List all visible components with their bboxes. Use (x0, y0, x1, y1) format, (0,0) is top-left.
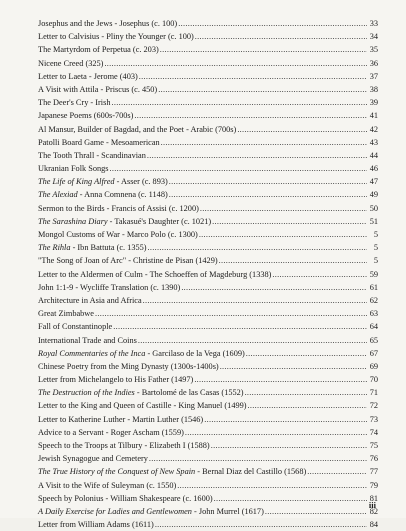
toc-entry-page: 71 (369, 388, 378, 398)
toc-entry-page: 47 (369, 177, 378, 187)
dot-leader (178, 17, 367, 30)
toc-entry (38, 334, 378, 347)
dot-leader (169, 175, 367, 188)
dot-leader (204, 413, 367, 426)
toc-entry-title (38, 347, 245, 360)
toc-entry (38, 70, 378, 83)
toc-entry-work: International Trade and Coins (38, 335, 137, 345)
toc-entry-author: - King Manuel (1499) (171, 401, 247, 411)
toc-entry-author: (1497) (169, 375, 194, 385)
toc-entry-author: (c. 203) (130, 45, 159, 55)
toc-entry-work: Chinese Poetry from the Ming Dynasty (38, 361, 169, 371)
toc-entry-work: Speech to the Troops at Tilbury (38, 441, 143, 450)
dot-leader (177, 479, 367, 492)
toc-entry-work: Advice to a Servant (38, 427, 104, 437)
dot-leader (138, 334, 367, 347)
toc-entry-author: - William Shakespeare (c. 1600) (103, 493, 213, 503)
toc-entry (38, 241, 378, 254)
toc-entry-author: - Anna Comnena (c. 1148) (77, 190, 168, 200)
toc-entry (38, 294, 378, 307)
toc-entry-title (38, 70, 138, 83)
dot-leader (160, 43, 367, 56)
toc-entry-page: 81 (369, 493, 378, 503)
toc-entry (38, 281, 378, 294)
toc-entry-author: (600s-700s) (91, 111, 134, 121)
toc-entry (38, 479, 378, 492)
toc-entry (38, 492, 378, 505)
toc-entry-page: 79 (369, 480, 378, 490)
toc-entry (38, 518, 378, 531)
toc-entry-work: The Sarashina Diary (38, 216, 108, 226)
dot-leader (147, 149, 367, 162)
toc-entry-work: Letter to Katherine Luther (38, 414, 126, 424)
toc-entry-author: - Pliny the Younger (c. 100) (99, 32, 194, 42)
dot-leader (219, 254, 367, 267)
toc-entry-work: John 1:1-9 (38, 282, 74, 292)
dot-leader (155, 518, 367, 531)
toc-entry-work: A Visit with Attila (38, 84, 99, 94)
dot-leader (158, 83, 367, 96)
toc-entry-work: Letter to Calvisius (38, 32, 100, 42)
dot-leader (95, 307, 367, 320)
toc-entry (38, 149, 378, 162)
toc-entry-title (38, 175, 168, 188)
toc-entry-work: Letter to the King and Queen of Castille (38, 401, 172, 411)
toc-entry-work: Letter from Michelangelo to His Father (38, 375, 170, 385)
toc-entry-page: 5 (373, 243, 378, 253)
toc-entry-title (38, 202, 199, 215)
toc-entry-page: 49 (369, 190, 378, 200)
dot-leader (185, 426, 367, 439)
dot-leader (139, 70, 367, 83)
toc-entry-author: - Marco Polo (c. 1300) (119, 230, 198, 239)
toc-entry-page: 34 (369, 32, 378, 42)
toc-entry-title (38, 465, 306, 478)
toc-entry-title (38, 149, 146, 162)
toc-entry-title (38, 334, 137, 347)
dot-leader (143, 294, 367, 307)
toc-entry (38, 57, 378, 70)
table-of-contents (38, 17, 378, 531)
toc-entry-title (38, 281, 180, 294)
toc-entry-author: - The Schoeffen of Magdeburg (1338) (142, 269, 272, 279)
toc-entry-author: (325) (83, 58, 104, 68)
toc-entry (38, 426, 378, 439)
toc-entry-title (38, 479, 176, 492)
toc-entry-work: Fall of Constantinople (38, 322, 113, 332)
dot-leader (161, 136, 367, 149)
toc-entry-author: - Bartolomé de las Casas (1552) (134, 388, 244, 398)
toc-entry (38, 386, 378, 399)
toc-entry-work: Jewish Synagogue and Cemetery (38, 454, 148, 464)
toc-entry-author: - Wycliffe Translation (c. 1390) (73, 282, 181, 292)
toc-entry-title (38, 360, 219, 373)
toc-entry-work: "The Song of Joan of Arc" (38, 256, 127, 266)
toc-entry-work: Letter to the Aldermen of Culm (38, 269, 143, 279)
toc-entry (38, 228, 378, 241)
toc-entry-author: (c. 1550) (144, 480, 177, 490)
toc-entry-author: - Elizabeth I (1588) (142, 441, 210, 450)
toc-entry-title (38, 43, 159, 56)
toc-entry-page: 5 (373, 256, 378, 266)
toc-entry-page: 70 (369, 375, 378, 385)
toc-entry (38, 320, 378, 333)
dot-leader (148, 241, 367, 254)
toc-entry-page: 39 (369, 98, 378, 108)
toc-entry (38, 465, 378, 478)
toc-entry-title (38, 188, 168, 201)
toc-entry-title (38, 307, 94, 320)
toc-entry-author: - Garcilaso de la Vega (1609) (145, 348, 245, 358)
toc-entry-title (38, 426, 184, 439)
toc-entry-page: 61 (369, 282, 378, 292)
toc-entry-work: A Visit to the Wife of Suleyman (38, 480, 145, 490)
toc-entry-work: Speech by Polonius (38, 493, 104, 503)
toc-entry-page: 59 (369, 269, 378, 279)
dot-leader (248, 399, 367, 412)
toc-entry-work: Great Zimbabwe (38, 309, 94, 319)
toc-entry-author: - Roger Ascham (1559) (103, 427, 184, 437)
toc-entry-title (38, 109, 133, 122)
toc-entry-work: Mongol Customs of War (38, 230, 120, 239)
toc-entry-author: - Francis of Assisi (c. 1200) (104, 203, 199, 213)
toc-entry-title (38, 373, 193, 386)
dot-leader (307, 465, 367, 478)
toc-entry-page: 62 (369, 295, 378, 305)
dot-leader (134, 109, 367, 122)
toc-entry-page: 36 (369, 58, 378, 68)
toc-entry-author: - Arabic (700s) (184, 124, 237, 134)
dot-leader (169, 188, 367, 201)
toc-entry-author: - Mesoamerican (103, 137, 160, 147)
toc-entry (38, 162, 378, 175)
toc-entry (38, 123, 378, 136)
toc-entry-title (38, 320, 112, 333)
toc-entry-title (38, 57, 103, 70)
toc-entry-title (38, 399, 247, 412)
toc-entry (38, 17, 378, 30)
toc-entry-title (38, 268, 271, 281)
toc-entry-page: 33 (369, 19, 378, 28)
toc-entry-page: 75 (369, 441, 378, 450)
toc-entry-author: - Ibn Battuta (c. 1355) (70, 243, 147, 253)
dot-leader (237, 123, 367, 136)
toc-entry-page: 37 (369, 71, 378, 81)
toc-entry-page: 69 (369, 361, 378, 371)
toc-entry-page: 64 (369, 322, 378, 332)
toc-entry (38, 452, 378, 465)
dot-leader (110, 162, 367, 175)
toc-entry (38, 373, 378, 386)
toc-entry (38, 83, 378, 96)
toc-entry-title (38, 413, 203, 426)
toc-entry-page: 46 (369, 164, 378, 174)
toc-entry-author: - Bernal Diaz del Castillo (1568) (195, 467, 307, 477)
toc-entry-author: - Priscus (c. 450) (98, 84, 158, 94)
toc-entry-author: - Irish (88, 98, 111, 108)
toc-entry-work: The True History of the Conquest of New Spain (38, 467, 196, 477)
toc-entry-title (38, 505, 264, 518)
dot-leader (149, 452, 367, 465)
toc-entry-author: - Takasué's Daughter (c. 1021) (107, 216, 212, 226)
toc-entry-author: - Jerome (403) (86, 71, 138, 81)
toc-entry-author: - Asser (c. 893) (114, 177, 168, 187)
toc-entry-work: The Life of King Alfred (38, 177, 115, 187)
toc-entry-title (38, 518, 154, 531)
toc-entry-page: 44 (369, 150, 378, 160)
toc-entry-page: 43 (369, 137, 378, 147)
toc-entry-author: (1300s-1400s) (168, 361, 219, 371)
toc-entry-work: Japanese Poems (38, 111, 92, 121)
dot-leader (195, 30, 367, 43)
toc-entry-title (38, 228, 198, 241)
toc-entry-title (38, 492, 213, 505)
toc-entry-page: 73 (369, 414, 378, 424)
toc-entry-work: The Rihla (38, 243, 71, 253)
dot-leader (199, 228, 367, 241)
toc-entry-page: 82 (369, 506, 378, 516)
toc-entry-title (38, 215, 211, 228)
toc-entry-page: 63 (369, 309, 378, 319)
toc-entry-work: Al Mansur, Builder of Bagdad, and the Poet (38, 124, 184, 134)
dot-leader (104, 57, 367, 70)
toc-entry-page: 67 (369, 348, 378, 358)
toc-entry-title (38, 17, 177, 30)
dot-leader (181, 281, 367, 294)
toc-entry-author: (1611) (129, 520, 154, 530)
dot-leader (200, 202, 367, 215)
toc-entry-work: The Martyrdom of Perpetua (38, 45, 131, 55)
dot-leader (246, 347, 367, 360)
toc-entry (38, 175, 378, 188)
dot-leader (111, 96, 367, 109)
toc-entry (38, 399, 378, 412)
toc-entry-page: 5 (373, 230, 378, 239)
toc-entry-work: Letter to Laeta (38, 71, 87, 81)
toc-entry-page: 35 (369, 45, 378, 55)
toc-entry (38, 505, 378, 518)
toc-entry (38, 188, 378, 201)
toc-entry-title (38, 452, 148, 465)
toc-entry (38, 215, 378, 228)
toc-entry-page: 65 (369, 335, 378, 345)
toc-entry-title (38, 241, 147, 254)
toc-entry (38, 254, 378, 267)
page-folio: iii (368, 500, 376, 510)
toc-entry (38, 307, 378, 320)
toc-entry-work: Sermon to the Birds (38, 203, 105, 213)
toc-entry-work: The Deer's Cry (38, 98, 89, 108)
toc-entry-work: Ukranian Folk Songs (38, 164, 109, 174)
toc-entry (38, 30, 378, 43)
dot-leader (211, 439, 367, 452)
toc-entry (38, 268, 378, 281)
toc-entry (38, 202, 378, 215)
toc-entry-work: The Alexiad (38, 190, 78, 200)
toc-entry-page: 84 (369, 520, 378, 530)
toc-entry-page: 72 (369, 401, 378, 411)
dot-leader (214, 492, 367, 505)
toc-entry (38, 109, 378, 122)
toc-entry-page: 50 (369, 203, 378, 213)
toc-entry-title (38, 136, 160, 149)
toc-entry-page: 42 (369, 124, 378, 134)
toc-entry-title (38, 83, 157, 96)
toc-entry-title (38, 123, 236, 136)
toc-entry-author: - Scandinavian (94, 150, 146, 160)
toc-entry (38, 136, 378, 149)
toc-entry-work: Patolli Board Game (38, 137, 104, 147)
toc-entry-author: - Martin Luther (1546) (125, 414, 204, 424)
toc-entry-work: Nicene Creed (38, 58, 84, 68)
dot-leader (194, 373, 367, 386)
toc-entry-title (38, 254, 218, 267)
toc-entry-work: Letter from William Adams (38, 520, 130, 530)
toc-entry-work: The Destruction of the Indies (38, 388, 135, 398)
toc-entry-author: - John Murrel (1617) (191, 506, 264, 516)
toc-entry-work: Architecture in Asia and Africa (38, 295, 142, 305)
toc-entry-title (38, 294, 142, 307)
dot-leader (272, 268, 367, 281)
toc-entry-title (38, 439, 210, 452)
toc-entry (38, 96, 378, 109)
toc-entry-work: A Daily Exercise for Ladies and Gentlewomen (38, 506, 192, 516)
toc-entry-author: - Christine de Pisan (1429) (126, 256, 218, 266)
toc-entry-page: 41 (369, 111, 378, 121)
toc-entry-title (38, 96, 110, 109)
toc-entry-title (38, 162, 109, 175)
toc-entry-page: 51 (369, 216, 378, 226)
toc-entry (38, 439, 378, 452)
toc-entry-page: 38 (369, 84, 378, 94)
toc-entry (38, 413, 378, 426)
dot-leader (220, 360, 367, 373)
dot-leader (245, 386, 367, 399)
toc-entry-work: Josephus and the Jews (38, 19, 113, 28)
toc-entry-work: The Tooth Thrall (38, 150, 95, 160)
toc-entry (38, 360, 378, 373)
toc-entry-author: - Josephus (c. 100) (112, 19, 178, 28)
dot-leader (113, 320, 367, 333)
toc-entry-page: 74 (369, 427, 378, 437)
toc-entry-page: 76 (369, 454, 378, 464)
toc-entry (38, 43, 378, 56)
toc-entry-page: 77 (369, 467, 378, 477)
dot-leader (212, 215, 367, 228)
dot-leader (265, 505, 367, 518)
toc-entry-title (38, 30, 194, 43)
toc-entry-work: Royal Commentaries of the Inca (38, 348, 146, 358)
toc-entry (38, 347, 378, 360)
toc-entry-title (38, 386, 244, 399)
